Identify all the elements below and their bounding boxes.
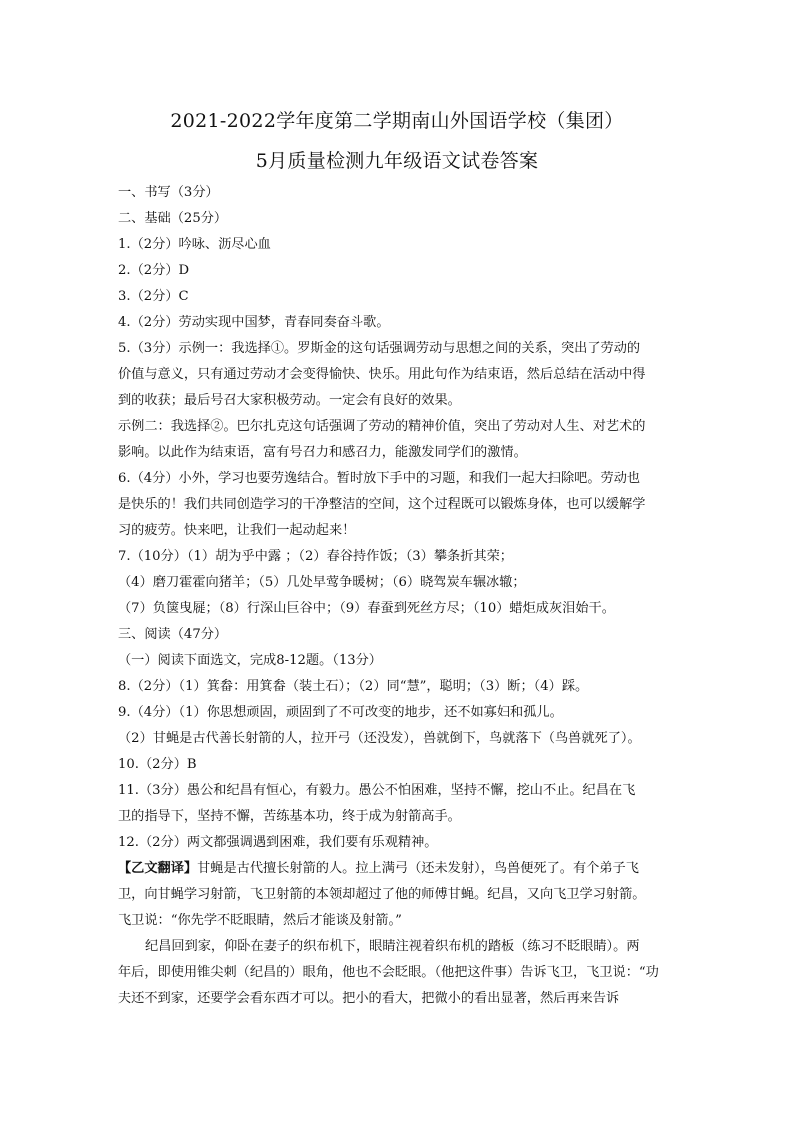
answer-line: （2）甘蝇是古代善长射箭的人，拉开弓（还没发），兽就倒下，鸟就落下（鸟兽就死了）。 [118,731,641,746]
answer-line: （7）负箧曳屣；（8）行深山巨谷中；（9）春蚕到死丝方尽；（10）蜡炬成灰泪始干。 [118,601,615,616]
translation-line [118,856,684,882]
answer-line: 卫的指导下，坚持不懈，苦练基本功，终于成为射箭高手。 [118,809,461,824]
page-subtitle: 5月质量检测九年级语文试卷答案 [255,150,539,172]
answer-line: 影响。以此作为结束语，富有号召力和感召力，能激发同学们的激情。 [118,445,527,460]
answer-line: 1.（2分）吟咏、沥尽心血 [118,237,271,252]
answer-line: 7.（10分）（1）胡为乎中露 ；（2）春谷持作饭；（3）攀条折其荣； [118,549,513,564]
answer-line: 2.（2分）D [118,263,190,278]
answer-body [118,180,684,1012]
section-heading: 三、阅读（47分） [118,627,228,642]
answer-line: 8.（2分）（1）箕畚：用箕畚（装土石）；（2）同“慧”，聪明；（3）断；（4）踩。 [118,679,589,694]
answer-line: （4）磨刀霍霍向猪羊；（5）几处早莺争暖树；（6）晓驾炭车辗冰辙； [118,575,526,590]
answer-line: 3.（2分）C [118,289,189,304]
answer-line: 5.（3分）示例一：我选择①。罗斯金的这句话强调劳动与思想之间的关系，突出了劳动的 [118,341,641,356]
section-heading: 二、基础（25分） [118,211,228,226]
translation-text: 甘蝇是古代擅长射箭的人。拉上满弓（还未发射），鸟兽便死了。有个弟子飞 [197,861,639,876]
answer-line: 习的疲劳。快来吧，让我们一起动起来！ [118,523,356,538]
section-heading: 一、书写（3分） [118,185,219,200]
answer-line: （一）阅读下面选文，完成8-12题。（13分） [118,653,382,668]
answer-line: 12.（2分）两文都强调遇到困难，我们要有乐观精神。 [118,835,438,850]
answer-line: 示例二：我选择②。巴尔扎克这句话强调了劳动的精神价值，突出了劳动对人生、对艺术的 [118,419,646,434]
translation-line: 卫，向甘蝇学习射箭，飞卫射箭的本领却超过了他的师傅甘蝇。纪昌，又向飞卫学习射箭。 [118,887,646,902]
answer-line: 到的收获；最后号召大家积极劳动。一定会有良好的效果。 [118,393,461,408]
translation-line: 飞卫说：“你先学不眨眼睛，然后才能谈及射箭。” [118,913,402,928]
answer-line: 4.（2分）劳动实现中国梦，青春同奏奋斗歌。 [118,315,390,330]
page-title: 2021-2022学年度第二学期南山外国语学校（集团） [170,110,624,132]
answer-line: 9.（4分）（1）你思想顽固，顽固到了不可改变的地步，还不如寡妇和孤儿。 [118,705,563,720]
answer-line: 11.（3分）愚公和纪昌有恒心，有毅力。愚公不怕困难，坚持不懈，挖山不止。纪昌在飞 [118,783,636,798]
answer-line: 是快乐的！我们共同创造学习的干净整洁的空间，这个过程既可以锻炼身体，也可以缓解学 [118,497,646,512]
translation-line: 纪昌回到家，仰卧在妻子的织布机下，眼睛注视着织布机的踏板（练习不眨眼睛）。两 [145,939,640,954]
translation-line: 年后，即使用锥尖刺（纪昌的）眼角，他也不会眨眼。（他把这件事）告诉飞卫，飞卫说：“功 [118,965,659,980]
answer-line: 价值与意义，只有通过劳动才会变得愉快、快乐。用此句作为结束语，然后总结在活动中得 [118,367,646,382]
answer-line: 6.（4分）小外，学习也要劳逸结合。暂时放下手中的习题，和我们一起大扫除吧。劳动也 [118,471,641,486]
translation-line: 夫还不到家，还要学会看东西才可以。把小的看大，把微小的看出显著，然后再来告诉 [118,991,620,1006]
answer-line: 10.（2分）B [118,757,197,772]
translation-tag: 【乙文翻译】 [118,861,198,876]
